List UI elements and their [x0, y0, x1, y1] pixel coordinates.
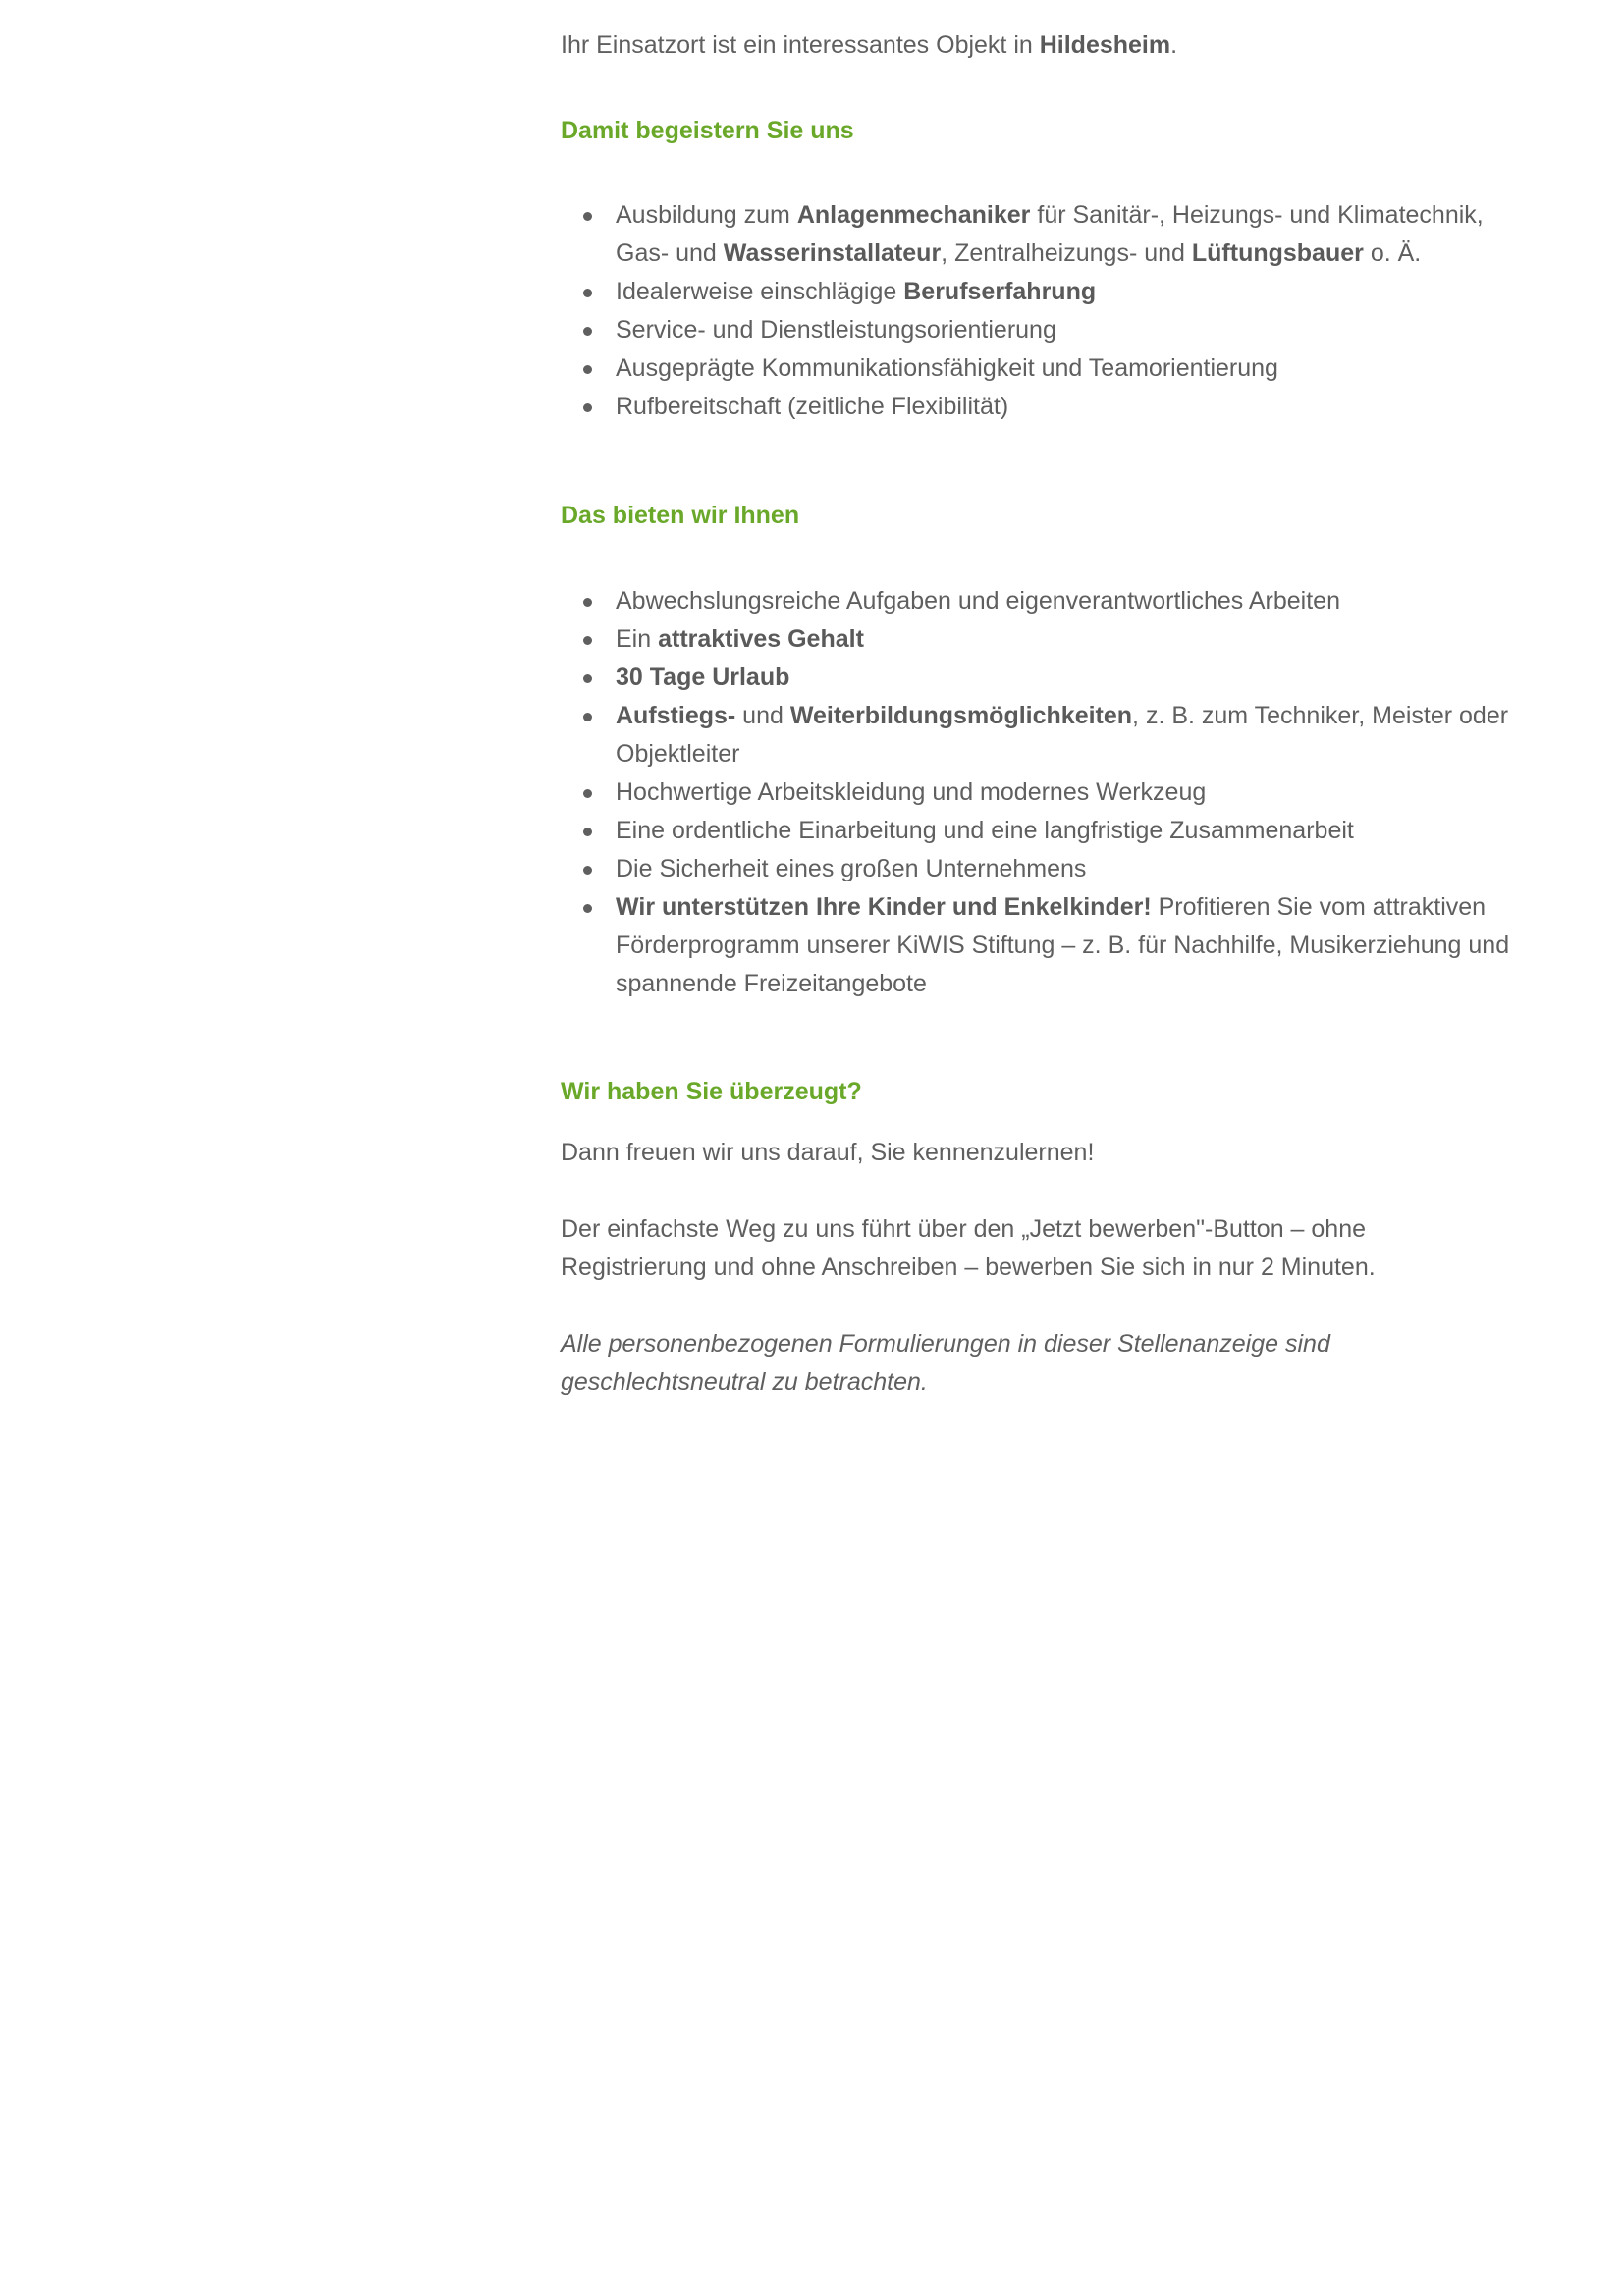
list-item: Ausbildung zum Anlagenmechaniker für Sanitär-, Heizungs- und Klimatechnik, Gas- und Wasserinstallateur, Zentralheizungs- und Lüftungsbauer o. Ä.: [616, 196, 1523, 273]
closing-greeting: Dann freuen wir uns darauf, Sie kennenzulernen!: [561, 1139, 1095, 1166]
offer-heading: Das bieten wir Ihnen: [561, 502, 800, 529]
list-item: Aufstiegs- und Weiterbildungsmöglichkeiten, z. B. zum Techniker, Meister oder Objektleiter: [616, 697, 1523, 774]
application-info: Der einfachste Weg zu uns führt über den „Jetzt bewerben"-Button – ohne Registrierung und ohne Anschreiben – bewerben Sie sich in nur 2 Minuten.: [561, 1215, 1376, 1281]
list-item: Ein attraktives Gehalt: [616, 620, 1523, 659]
list-item: Eine ordentliche Einarbeitung und eine langfristige Zusammenarbeit: [616, 812, 1523, 850]
location: Hildesheim: [1039, 31, 1171, 59]
gender-disclaimer: Alle personenbezogenen Formulierungen in dieser Stellenanzeige sind geschlechtsneutral zu betrachten.: [561, 1330, 1330, 1396]
list-item: Ausgeprägte Kommunikationsfähigkeit und Teamorientierung: [616, 349, 1523, 388]
requirements-heading: Damit begeistern Sie uns: [561, 117, 854, 144]
list-item: Service- und Dienstleistungsorientierung: [616, 311, 1523, 349]
list-item: Hochwertige Arbeitskleidung und modernes Werkzeug: [616, 774, 1523, 812]
offer-list: [561, 582, 1523, 1003]
list-item: Die Sicherheit eines großen Unternehmens: [616, 850, 1523, 888]
list-item: 30 Tage Urlaub: [616, 659, 1523, 697]
intro-paragraph: Ihr Einsatzort ist ein interessantes Objekt in Hildesheim.: [561, 31, 1178, 59]
list-item: Idealerweise einschlägige Berufserfahrung: [616, 273, 1523, 311]
list-item: Rufbereitschaft (zeitliche Flexibilität): [616, 388, 1523, 426]
list-item: Wir unterstützen Ihre Kinder und Enkelkinder! Profitieren Sie vom attraktiven Förderprogramm unserer KiWIS Stiftung – z. B. für Nachhilfe, Musikerziehung und spannende Freizeitangebote: [616, 888, 1523, 1003]
requirements-list: [561, 196, 1523, 426]
list-item: Abwechslungsreiche Aufgaben und eigenverantwortliches Arbeiten: [616, 582, 1523, 620]
closing-heading: Wir haben Sie überzeugt?: [561, 1078, 862, 1105]
